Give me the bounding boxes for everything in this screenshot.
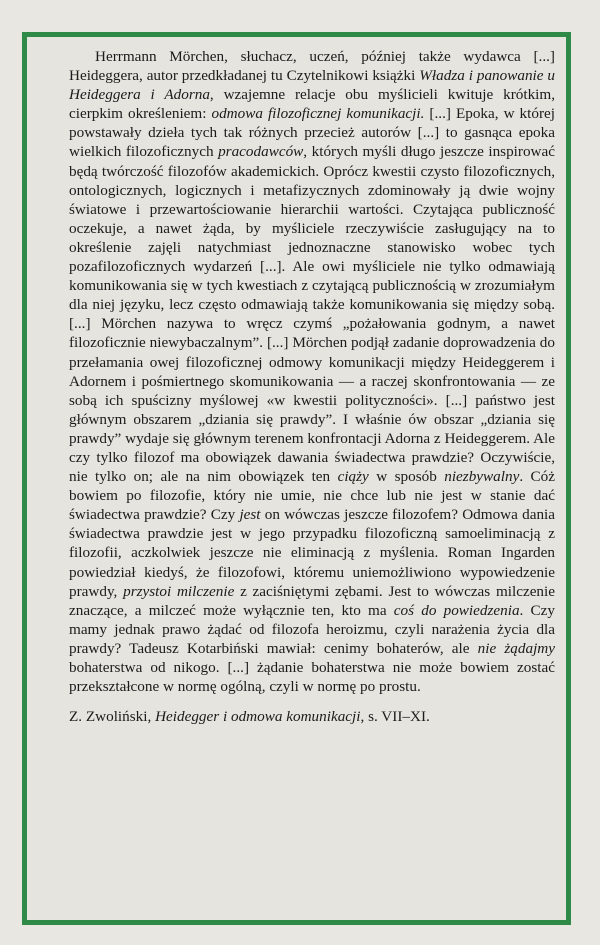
passage-paragraph [69,47,555,696]
green-frame [22,32,571,925]
book-title: Władza i panowanie u Heideggera i Adorna [69,67,556,104]
text-segment: [...] Epoka, w której powstawały dzieła tych tak różnych przecież autorów [...] to gasnąca epoka wielkich filozoficznych [69,105,555,161]
italic-phrase: odmowa filozoficznej komunikacji. [211,105,425,123]
text-segment: , wzajemne relacje obu myślicieli kwituje krótkim, cierpkim określeniem: [69,86,555,123]
italic-phrase: przystoi milczenie [123,582,235,600]
text-segment: z zaciśniętymi zębami. Jest to wówczas milczenie znaczące, a milczeć może wyłącznie ten, kto ma [69,582,555,619]
citation-author: Z. Zwoliński, [69,708,156,726]
text-segment: w sposób [368,468,445,486]
citation [69,707,555,726]
text-block [69,47,555,726]
italic-phrase: ciąży [337,468,369,486]
italic-phrase: nie żądajmy [477,639,555,657]
text-segment: bohaterstwa od nikogo. [...] żądanie bohaterstwa nie może bowiem zostać przekształcone w normę ogólną, czyli w normę po prostu. [69,659,555,696]
text-segment: , których myśli długo jeszcze inspirować będą twórczość filozofów akademickich. Oprócz kwestii czysto filozoficznych, ontologicznych, logicznych i metafizycznych zdominowały ją dwie wojny światowe i przewartościowanie hierarchii wartości. Czytająca publiczność oczekuje, a nawet żąda, by myśliciele rzeczywiście zasługujący na to określenie zajęli natychmiast jednoznaczne stanowisko wobec tych pozafilozoficznych wydarzeń [...]. Ale owi myśliciele nie tylko odmawiają komunikowania się w tych kwestiach z czytającą publicznością w zrozumiałym dla niej języku, lecz często odmawiają także komunikowania się między sobą. [...] Mörchen nazywa to wręcz czymś „pożałowania godnym, a nawet filozoficznie niewybaczalnym”. [...] Mörchen podjął zadanie doprowadzenia do przełamania owej filozoficznej odmowy komunikacji między Heideggerem i Adornem i pośmiertnego skomunikowania — a raczej skonfrontowania — ze sobą ich spuścizny myślowej «w kwestii polityczności». [...] państwo jest głównym obszarem „dziania się prawdy”. I właśnie ów obszar „dziania się prawdy” wydaje się głównym terenem konfrontacji Adorna z Heideggerem. Ale czy tylko filozof ma obowiązek dawania świadectwa prawdzie? Oczywiście, nie tylko on; ale na nim obowiązek ten [69,143,555,486]
italic-phrase: pracodawców [218,143,304,161]
text-segment: . Czy mamy jednak prawo żądać od filozofa heroizmu, czyli narażenia życia dla prawdy? Tadeusz Kotarbiński mawiał: cenimy bohaterów, ale [69,601,555,657]
citation-pages: , s. VII–XI. [360,708,430,726]
italic-phrase: niezbywalny [444,468,520,486]
italic-phrase: coś do powiedzenia [393,601,520,619]
text-segment: Herrmann Mörchen, słuchacz, uczeń, później także wydawca [...] Heideggera, autor przedkładanej tu Czytelnikowi książki [69,48,555,85]
citation-title: Heidegger i odmowa komunikacji [155,708,361,726]
italic-phrase: jest [239,506,261,524]
text-segment: . Cóż bowiem po filozofie, który nie umie, nie chce lub nie jest w stanie dać świadectwa prawdzie? Czy [69,468,555,524]
text-segment: on wówczas jeszcze filozofem? Odmowa dania świadectwa prawdzie jest w jego przypadku filozoficzną samoeliminacją z filozofii, aczkolwiek jeszcze nie eliminacją z myślenia. Roman Ingarden powiedział kiedyś, że filozofowi, któremu uniemożliwiono wypowiedzenie prawdy, [69,506,555,600]
